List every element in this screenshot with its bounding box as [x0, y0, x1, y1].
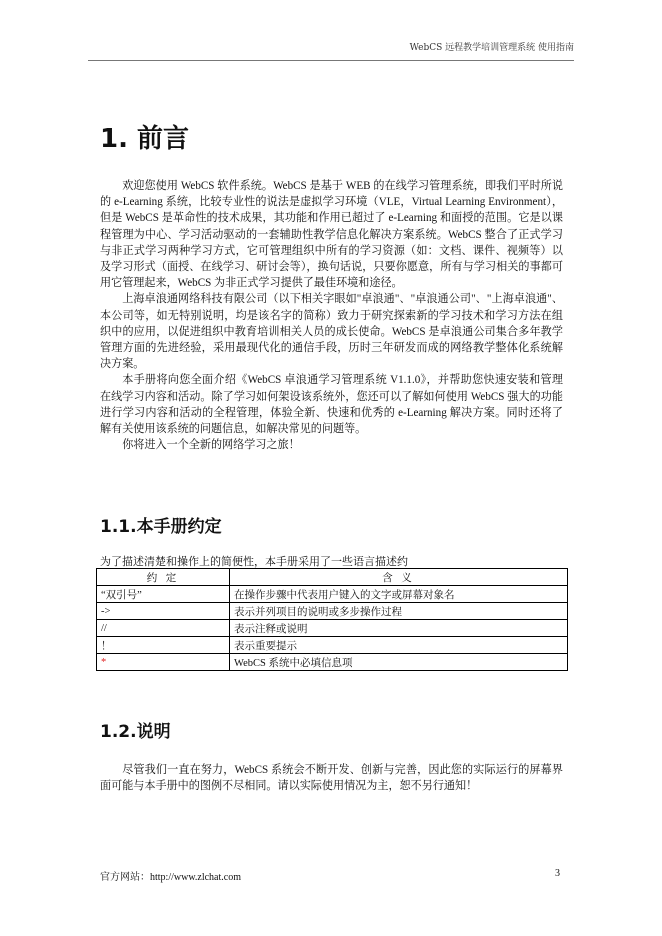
- table-cell-meaning: 表示注释或说明: [230, 620, 568, 637]
- table-row: [97, 654, 568, 671]
- page-number: 3: [555, 868, 560, 879]
- table-row: [97, 620, 568, 637]
- table-caption: 为了描述清楚和操作上的简便性，本手册采用了一些语言描述约: [100, 556, 408, 568]
- table-row: [97, 586, 568, 603]
- table-cell-convention: ！: [97, 637, 230, 654]
- preface-paragraph-3: 本手册将向您全面介绍《WebCS 卓浪通学习管理系统 V1.1.0》，并帮助您快速安装和管理在线学习内容和活动。除了学习如何架设该系统外，您还可以了解如何使用 WebCS 强大的功能进行学习内容和活动的全程管理，体验全新、快速和优秀的 e-Learning 解决方案。同时还将了解有关使用该系统的问题信息，如解决常见的问题等。: [100, 374, 563, 436]
- preface-body: [100, 178, 563, 453]
- table-cell-meaning: 在操作步骤中代表用户键入的文字或屏幕对象名: [230, 586, 568, 603]
- conventions-table: [96, 568, 568, 671]
- table-cell-convention: “双引号”: [97, 586, 230, 603]
- table-cell-convention: ->: [97, 603, 230, 620]
- section-title-preface: 1. 前言: [100, 124, 190, 154]
- footer-website: 官方网站：http://www.zlchat.com: [100, 872, 241, 883]
- table-cell-meaning: 表示重要提示: [230, 637, 568, 654]
- section-title-notes: 1.2.说明: [100, 722, 171, 742]
- page-header: WebCS 远程教学培训管理系统 使用指南: [409, 43, 574, 53]
- section-title-conventions: 1.1.本手册约定: [100, 517, 222, 537]
- table-row: [97, 637, 568, 654]
- preface-paragraph-1: 欢迎您使用 WebCS 软件系统。WebCS 是基于 WEB 的在线学习管理系统，即我们平时所说的 e-Learning 系统，比较专业性的说法是虚拟学习环境（VLE，Virtual Learning Environment），但是 WebCS 是革命性的技术成果，其功能和作用已超过了 e-Learning 和面授的范围。它是以课程管理为中心、学习活动驱动的一套辅助性教学信息化解决方案系统。WebCS 整合了正式学习与非正式学习两种学习方式，它可管理组织中所有的学习资源（如：文档、课件、视频等）以及学习形式（面授、在线学习、研讨会等），换句话说，只要你愿意，所有与学习相关的事都可用它管理起来，WebCS 为非正式学习提供了最佳环境和途径。: [100, 180, 563, 290]
- preface-paragraph-4: 你将进入一个全新的网络学习之旅！: [122, 439, 300, 452]
- notes-body: [100, 762, 563, 794]
- table-cell-meaning: WebCS 系统中必填信息项: [230, 654, 568, 671]
- notes-paragraph: 尽管我们一直在努力，WebCS 系统会不断开发、创新与完善，因此您的实际运行的屏幕界面可能与本手册中的图例不尽相同。请以实际使用情况为主，恕不另行通知！: [100, 764, 563, 793]
- table-header-convention: 约 定: [97, 569, 230, 586]
- table-cell-convention: //: [97, 620, 230, 637]
- preface-paragraph-2: 上海卓浪通网络科技有限公司（以下相关字眼如"卓浪通"、"卓浪通公司"、"上海卓浪通"、本公司等，如无特别说明，均是该名字的简称）致力于研究探索新的学习技术和学习方法在组织中的应用，以促进组织中教育培训相关人员的成长使命。WebCS 是卓浪通公司集合多年教学管理方面的先进经验，采用最现代化的通信手段，历时三年研发而成的网络教学整体化系统解决方案。: [100, 293, 563, 371]
- table-row: [97, 603, 568, 620]
- header-divider: [88, 60, 574, 61]
- table-header-row: [97, 569, 568, 586]
- table-header-meaning: 含 义: [230, 569, 568, 586]
- table-cell-meaning: 表示并列项目的说明或多步操作过程: [230, 603, 568, 620]
- table-cell-convention-required: *: [97, 654, 230, 671]
